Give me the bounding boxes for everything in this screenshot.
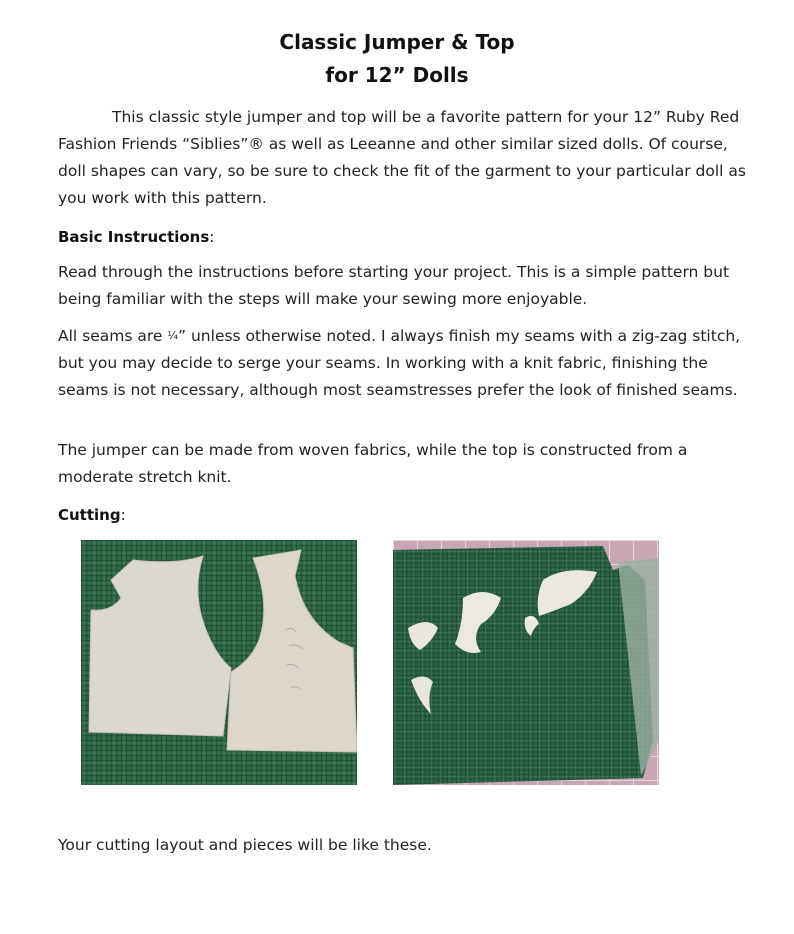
basic-instructions-heading bbox=[58, 228, 214, 246]
read-instructions-paragraph: Read through the instructions before starting your project. This is a simple pattern but being familiar with the steps will make your sewing more enjoyable. bbox=[58, 263, 730, 308]
seams-text-rest: ” unless otherwise noted. I always finish my seams with a zig-zag stitch, but you may decide to serge your seams. In working with a knit fabric, finishing the seams is not necessary, although most seamstresses prefer the look of finished seams. bbox=[58, 327, 741, 399]
cut-fabric-photo bbox=[393, 540, 659, 785]
title-line-1: Classic Jumper & Top bbox=[279, 30, 515, 54]
cutting-caption: Your cutting layout and pieces will be like these. bbox=[58, 836, 432, 854]
basic-heading-text: Basic Instructions bbox=[58, 228, 210, 246]
cutting-heading-colon: : bbox=[120, 506, 126, 524]
cutting-heading-text: Cutting bbox=[58, 506, 121, 524]
fabric-paragraph: The jumper can be made from woven fabrics, while the top is constructed from a moderate stretch knit. bbox=[58, 441, 688, 486]
cutting-heading bbox=[58, 506, 126, 524]
green-fabric-layout bbox=[393, 546, 653, 785]
seams-paragraph bbox=[58, 322, 748, 404]
seams-text-start: All seams are bbox=[58, 327, 168, 345]
cut-fabric-illustration bbox=[393, 540, 659, 785]
seam-fraction: ¼ bbox=[167, 329, 179, 342]
intro-paragraph: This classic style jumper and top will be a favorite pattern for your 12” Ruby Red Fashion Friends “Siblies”® as well as Leeanne and other similar sized dolls. Of course, doll shapes can vary, so be sure to check the fit of the garment to your particular doll as you work with this pattern. bbox=[58, 108, 746, 207]
pattern-pieces-photo bbox=[81, 540, 357, 785]
title-line-2: for 12” Dolls bbox=[325, 63, 469, 87]
basic-heading-colon: : bbox=[209, 228, 215, 246]
pattern-pieces-illustration bbox=[81, 540, 357, 785]
